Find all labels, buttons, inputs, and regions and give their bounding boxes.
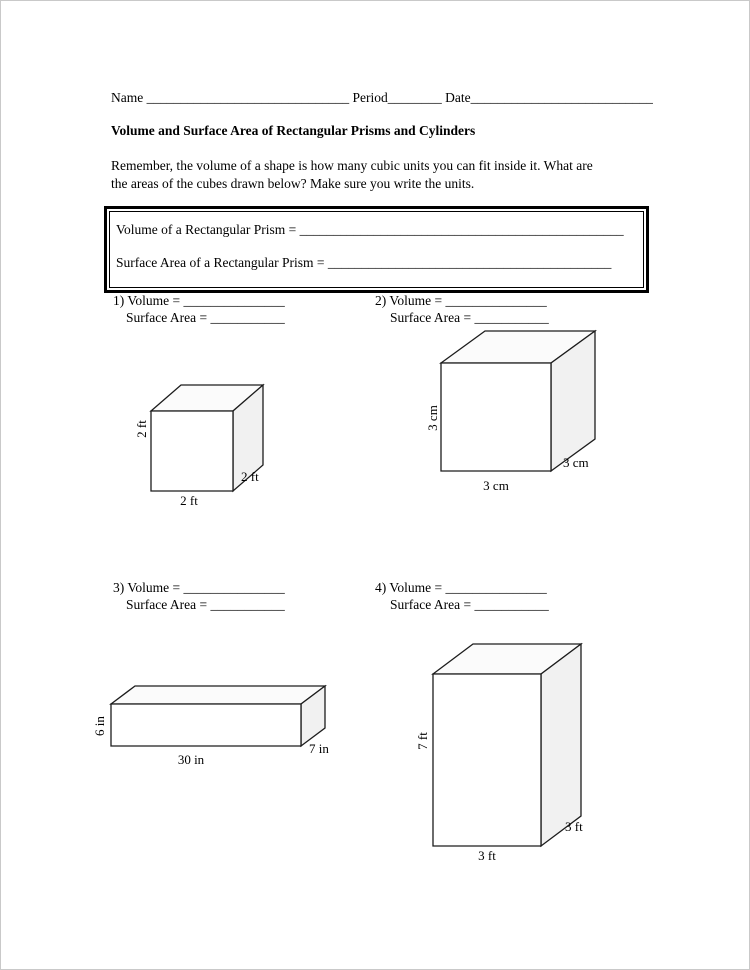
name-period-date-line: Name ______________________________ Period________ Date___________________________ [111, 90, 653, 105]
cube1-front-face [151, 411, 233, 491]
problem-4-volume-line: 4) Volume = _______________ [375, 580, 547, 595]
dim-width-label: 2 ft [180, 493, 198, 508]
problem-3-volume-line: 3) Volume = _______________ [113, 580, 285, 595]
cube-drawing-2 [437, 327, 599, 475]
dim-width-label: 3 cm [483, 478, 509, 493]
dim-width-label: 30 in [177, 752, 205, 767]
intro-paragraph [111, 157, 593, 193]
dim-height-label: 3 cm [425, 405, 440, 431]
dim-depth-label: 7 in [309, 741, 329, 756]
prism-figure-2 [425, 327, 599, 493]
problem-1-volume-line: 1) Volume = _______________ [113, 293, 285, 308]
problem-2-surface-line: Surface Area = ___________ [390, 310, 549, 325]
formula-box-inner [109, 211, 644, 288]
cube2-front-face [441, 363, 551, 471]
box3-front-face [111, 704, 301, 746]
problem-1-surface-line: Surface Area = ___________ [126, 310, 285, 325]
prism-figure-4 [415, 640, 585, 863]
box4-front-face [433, 674, 541, 846]
dim-depth-label: 3 cm [563, 455, 589, 470]
dim-width-label: 3 ft [478, 848, 496, 863]
dim-depth-label: 2 ft [241, 469, 259, 484]
problem-2-volume-line: 2) Volume = _______________ [375, 293, 547, 308]
intro-line-2: the areas of the cubes drawn below? Make sure you write the units. [111, 176, 475, 191]
box-drawing-3 [107, 682, 329, 750]
dim-height-label: 6 in [92, 716, 107, 736]
surface-area-formula-line: Surface Area of a Rectangular Prism = __________________________________________ [116, 255, 612, 270]
dim-depth-label: 3 ft [565, 819, 583, 834]
prism-figure-3 [92, 682, 329, 767]
problem-3-surface-line: Surface Area = ___________ [126, 597, 285, 612]
worksheet-title: Volume and Surface Area of Rectangular Prisms and Cylinders [111, 123, 476, 138]
prism-figure-1 [134, 379, 267, 508]
box-drawing-4 [429, 640, 585, 850]
dim-height-label: 2 ft [134, 420, 149, 438]
intro-line-1: Remember, the volume of a shape is how many cubic units you can fit inside it. What are [111, 158, 593, 173]
box4-right-face [541, 644, 581, 846]
volume-formula-line: Volume of a Rectangular Prism = ________________________________________________ [116, 222, 624, 237]
box3-top-face [111, 686, 325, 704]
problem-4-surface-line: Surface Area = ___________ [390, 597, 549, 612]
formula-box [104, 206, 649, 293]
dim-height-label: 7 ft [415, 732, 430, 750]
